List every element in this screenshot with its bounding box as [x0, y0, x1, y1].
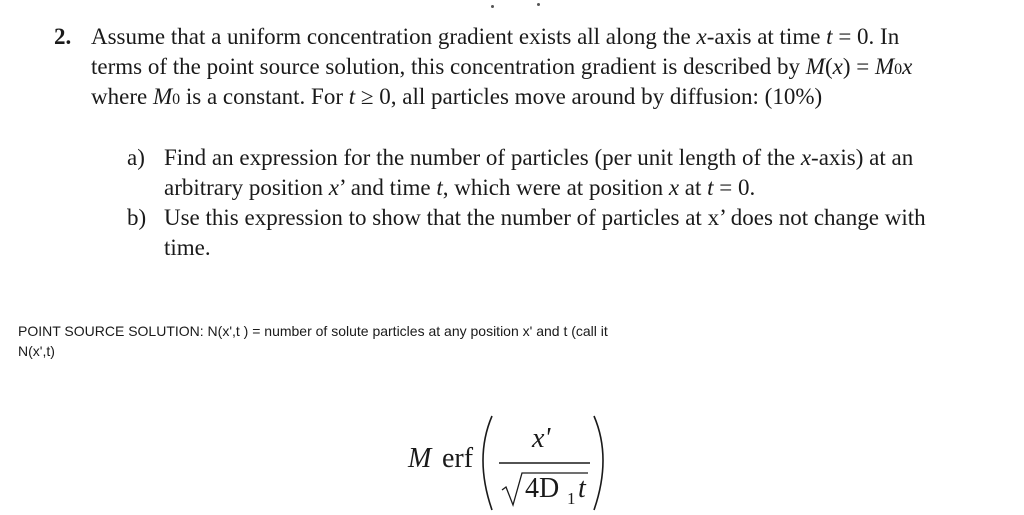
subpart-text: ’ and time — [339, 175, 437, 200]
subscript-0: 0 — [894, 61, 903, 78]
question-text: is a constant. For — [180, 84, 349, 109]
top-mark-2 — [537, 3, 540, 6]
question-line-2 — [91, 52, 974, 82]
subpart-b-line-1: Use this expression to show that the number of particles at x’ does not change with — [164, 205, 926, 230]
right-paren — [594, 416, 603, 510]
subpart-text: at — [679, 175, 708, 200]
subpart-a-label: a) — [127, 145, 145, 170]
var-M0: M — [152, 84, 173, 109]
var-t: t — [707, 175, 714, 200]
question-text: -axis at time — [706, 24, 827, 49]
top-mark-1 — [491, 5, 494, 8]
question-block — [54, 22, 974, 112]
subpart-a-line-2 — [164, 173, 987, 203]
subpart-b-line-2: time. — [164, 235, 211, 260]
subpart-text: arbitrary position — [164, 175, 329, 200]
subpart-text: -axis) at an — [811, 145, 914, 170]
subpart-a — [127, 143, 987, 203]
formula-denominator-main: 4D — [525, 473, 560, 504]
subpart-b-body — [164, 203, 987, 263]
question-text: ) = — [842, 54, 875, 79]
var-M0: M — [874, 54, 895, 79]
var-t: t — [436, 175, 443, 200]
left-paren — [483, 416, 492, 510]
question-text: ≥ 0, all particles move around by diffusion: (10%) — [355, 84, 823, 109]
subpart-a-line-1 — [164, 143, 987, 173]
var-M: M — [805, 54, 825, 79]
question-text: Assume that a uniform concentration gradient exists all along the — [91, 24, 697, 49]
subpart-text: , which were at position — [442, 175, 669, 200]
point-source-line-1: POINT SOURCE SOLUTION: N(x',t ) = number of solute particles at any position x' and t (call it — [18, 323, 608, 339]
question-number: 2. — [54, 24, 72, 49]
subscript-0: 0 — [172, 91, 181, 108]
var-x: x — [832, 54, 843, 79]
formula-erf — [408, 410, 608, 515]
formula-M: M — [408, 443, 432, 474]
var-t: t — [348, 84, 356, 109]
subpart-text: = 0. — [713, 175, 756, 200]
var-x: x — [668, 175, 680, 200]
question-line-1 — [91, 22, 974, 52]
var-t: t — [826, 24, 833, 49]
question-text: where — [91, 84, 153, 109]
question-body — [91, 22, 974, 112]
var-x: x — [902, 54, 913, 79]
formula-denominator-sub: 1 — [567, 489, 576, 508]
question-text: ( — [824, 54, 833, 79]
question-line-3 — [91, 82, 974, 112]
point-source-note — [18, 321, 608, 361]
point-source-line-2: N(x',t) — [18, 343, 55, 359]
subpart-b-label: b) — [127, 205, 147, 230]
formula-numerator: x' — [532, 423, 551, 454]
formula-erf-label: erf — [442, 443, 474, 474]
subpart-a-body — [164, 143, 987, 203]
var-x: x — [696, 24, 707, 49]
question-text: terms of the point source solution, this concentration gradient is described by — [91, 54, 806, 79]
question-text: = 0. In — [832, 24, 900, 49]
var-x: x — [800, 145, 812, 170]
formula-denominator-t: t — [578, 473, 586, 504]
subpart-b — [127, 203, 987, 263]
subpart-text: Find an expression for the number of particles (per unit length of the — [164, 145, 801, 170]
var-x: x — [328, 175, 340, 200]
